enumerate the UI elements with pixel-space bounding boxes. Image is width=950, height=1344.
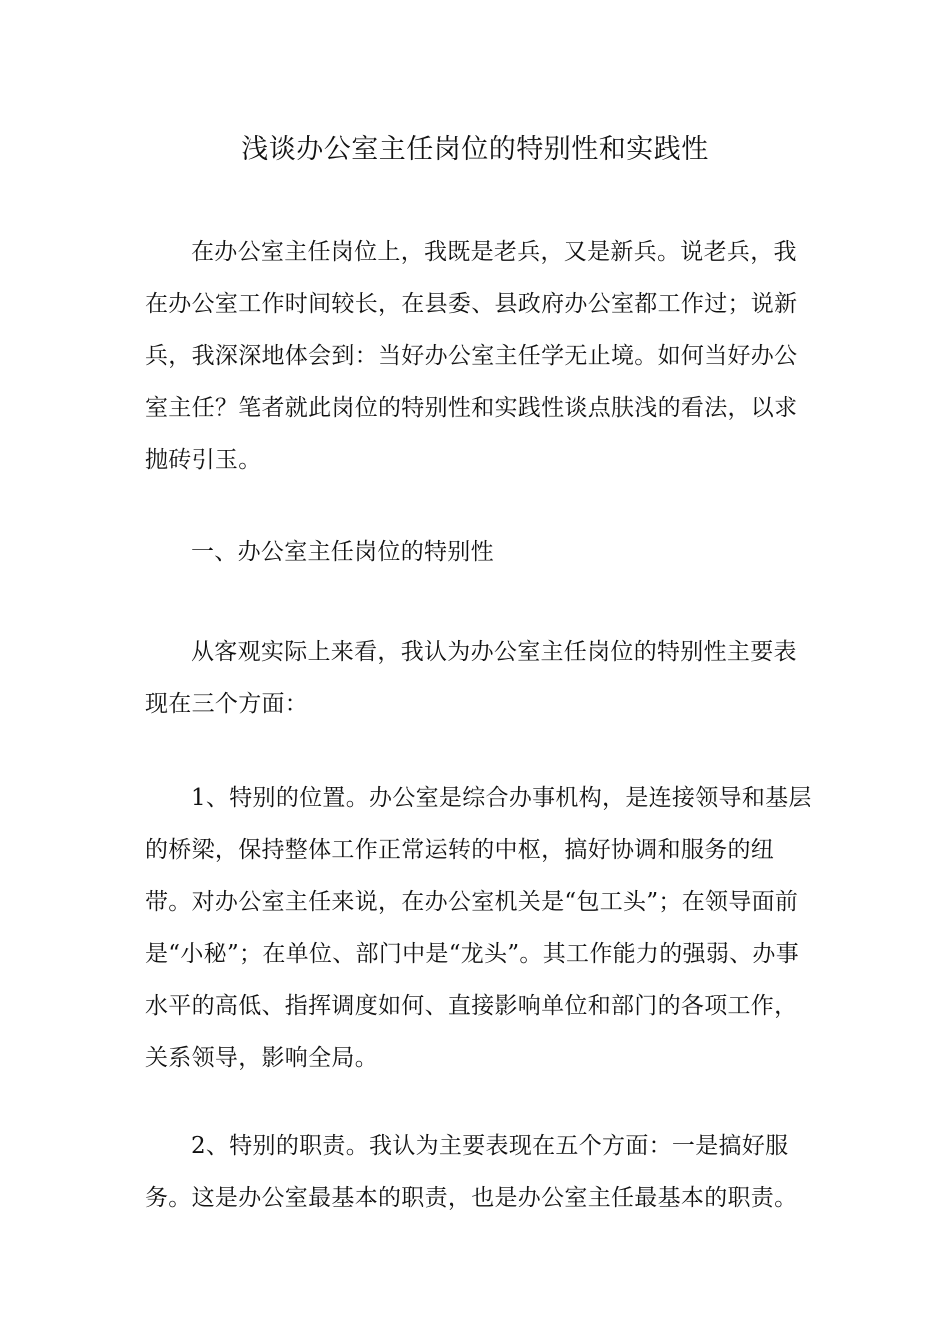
paragraph-intro: 在办公室主任岗位上，我既是老兵，又是新兵。说老兵，我在办公室工作时间较长，在县委、县政府办公室都工作过；说新兵，我深深地体会到：当好办公室主任学无止境。如何当好办公室主任？笔者就此岗位的特别性和实践性谈点肤浅的看法，以求抛砖引玉。: [145, 239, 798, 473]
paragraph-special-duties: 2、特别的职责。我认为主要表现在五个方面：一是搞好服务。这是办公室最基本的职责，也是办公室主任最基本的职责。: [145, 1133, 798, 1211]
document-title: 浅谈办公室主任岗位的特别性和实践性: [241, 134, 709, 165]
paragraph-special-position: 1、特别的位置。办公室是综合办事机构，是连接领导和基层的桥梁，保持整体工作正常运转的中枢，搞好协调和服务的纽带。对办公室主任来说，在办公室机关是“包工头”；在领导面前是“小秘”；在单位、部门中是“龙头”。其工作能力的强弱、办事水平的高低、指挥调度如何、直接影响单位和部门的各项工作，关系领导，影响全局。: [145, 785, 812, 1071]
section-heading-1: 一、办公室主任岗位的特别性: [191, 539, 494, 565]
paragraph-overview: 从客观实际上来看，我认为办公室主任岗位的特别性主要表现在三个方面：: [145, 639, 797, 717]
